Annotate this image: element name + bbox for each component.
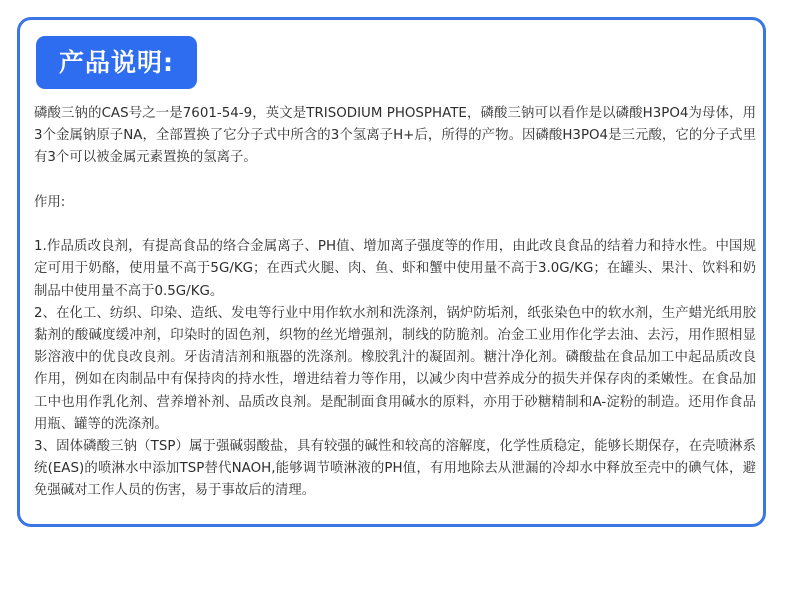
usage-item-2: 2、在化工、纺织、印染、造纸、发电等行业中用作软水剂和洗涤剂，锅炉防垢剂，纸张染色中的软水剂，生产蜡光纸用胶黏剂的酸碱度缓冲剂，印染时的固色剂，织物的丝光增强剂，制线的防脆剂。冶金工业用作化学去油、去污，用作照相显影溶液中的优良改良剂。牙齿清洁剂和瓶器的洗涤剂。橡胶乳汁的凝固剂。糖汁净化剂。磷酸盐在食品加工中起品质改良作用，例如在肉制品中有保持肉的持水性，增进结着力等作用，以减少肉中营养成分的损失并保存肉的柔嫩性。在食品加工中也用作乳化剂、营养增补剂、品质改良剂。是配制面食用碱水的原料，亦用于砂糖精制和A-淀粉的制造。还用作食品用瓶、罐等的洗涤剂。 xyxy=(34,305,756,432)
paragraph-spacer xyxy=(34,170,756,192)
intro-paragraph: 磷酸三钠的CAS号之一是7601-54-9，英文是TRISODIUM PHOSPHATE，磷酸三钠可以看作是以磷酸H3PO4为母体，用3个金属钠原子NA，全部置换了它分子式中所含的3个氢离子H+后，所得的产物。因磷酸H3PO4是三元酸，它的分子式里有3个可以被金属元素置换的氢离子。 xyxy=(34,106,756,166)
usage-item-1: 1.作品质改良剂，有提高食品的络合金属离子、PH值、增加离子强度等的作用，由此改良食品的结着力和持水性。中国规定可用于奶酪，使用量不高于5G/KG；在西式火腿、肉、鱼、虾和蟹中使用量不高于3.0G/KG；在罐头、果汁、饮料和奶制品中使用量不高于0.5G/KG。 xyxy=(34,239,756,299)
product-description-card xyxy=(17,17,766,527)
usage-heading: 作用: xyxy=(34,194,66,210)
section-title: 产品说明: xyxy=(36,36,197,89)
paragraph-spacer xyxy=(34,214,756,236)
usage-item-3: 3、固体磷酸三钠（TSP）属于强碱弱酸盐，具有较强的碱性和较高的溶解度，化学性质稳定，能够长期保存，在壳喷淋系统(EAS)的喷淋水中添加TSP替代NAOH,能够调节喷淋液的PH值，有用地除去从泄漏的冷却水中释放至壳中的碘气体，避免强碱对工作人员的伤害，易于事故后的清理。 xyxy=(34,439,756,499)
description-body xyxy=(34,103,756,503)
